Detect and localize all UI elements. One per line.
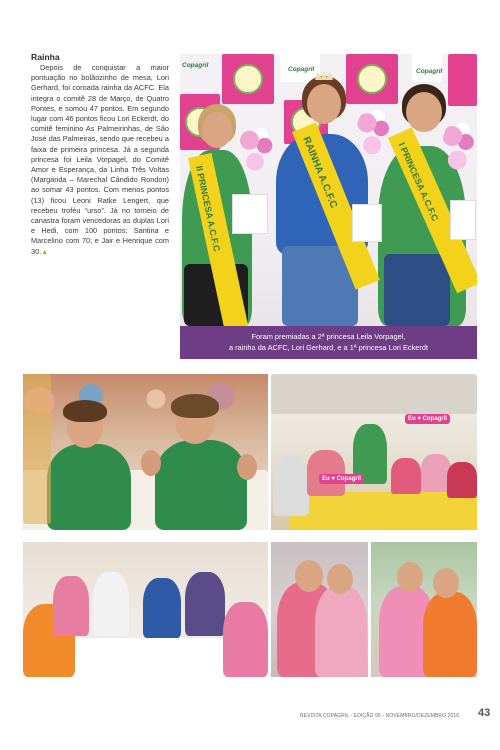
woman-blue <box>143 578 181 638</box>
backdrop-banner <box>448 54 477 106</box>
banner-brand-text: Copagril <box>288 66 315 73</box>
woman-hair <box>171 394 219 418</box>
gift-bag <box>352 204 382 242</box>
woman-face <box>295 560 323 592</box>
sash-center-text: RAINHA A.C.F.C <box>300 135 340 210</box>
photo-hug <box>271 542 368 677</box>
article-heading: Rainha <box>31 52 60 62</box>
woman-pink <box>53 576 89 636</box>
woman-thumbs-up-right <box>155 440 247 530</box>
woman-face <box>327 564 353 594</box>
caption-line-2: a rainha da ACFC, Lori Gerhard, e a 1ª princesa Lori Eckerdt <box>228 342 429 352</box>
person-red <box>447 462 477 498</box>
photo-caption <box>180 326 477 359</box>
woman-face <box>397 562 423 592</box>
photo-cheering-women <box>23 374 268 530</box>
thumb-icon <box>237 454 257 480</box>
orchid-bouquet <box>356 106 392 162</box>
woman-purple <box>185 572 225 636</box>
person-pink <box>307 450 345 496</box>
princess-left-face <box>202 112 232 148</box>
woman-pink <box>223 602 268 677</box>
photo-seated-group <box>23 542 268 677</box>
person-pink <box>391 458 421 494</box>
end-mark-icon: ▲ <box>41 248 49 256</box>
article-paragraph <box>31 63 169 258</box>
queen-face <box>307 84 341 124</box>
orchid-bouquet <box>442 118 476 178</box>
yellow-chair <box>23 374 51 524</box>
person-striped <box>273 456 309 516</box>
woman-hair <box>63 400 107 422</box>
sash-left-text: II PRINCESA A.C.F.C <box>193 164 222 253</box>
backdrop-banner <box>222 54 274 104</box>
white-table <box>73 638 223 677</box>
caption-line-1: Foram premiadas a 2ª princesa Leila Vorpagel, <box>251 332 406 341</box>
gift-bag <box>450 200 476 240</box>
photo-table-gathering <box>271 374 477 530</box>
woman-white <box>93 572 129 636</box>
sash-right-text: I PRINCESA A.C.F.C <box>396 141 441 223</box>
photo-queen-and-princesses <box>180 54 477 326</box>
banner-brand-text: Copagril <box>182 62 209 69</box>
orchid-bouquet <box>238 124 276 178</box>
background-crowd <box>23 374 268 426</box>
article-text: Depois de conquistar a maior pontuação no bolãozinho de mesa, Lori Gerhard, foi coroada rainha da ACFC. Ela integra o comitê 28 de Março, de Quatro Pontes, e somou 47 pontos. Em segundo lugar com 46 pontos ficou Lori Eckerdt, do comitê feminino As Palmeirinhas, de São José das Palmeiras, sendo que recebeu a faixa de primeira princesa. Já a segunda princesa foi Leila Vorpagel, do Comitê Amor e Esperança, da Linha Três Voltas (Margarida – Marechal Cândido Rondon) ao somar 43 pontos. Com menos pontos (13) ficou Leoni Ratke Lengert, que recebeu troféu “urso”. Já no torneio de canastra foram vencedoras as duplas Lori e Hedi, com 100 pontos; Santina e Marcelino com 70; e Jair e Henrique com 30. <box>31 63 169 256</box>
woman-face <box>433 568 459 598</box>
photo-hug-outdoor <box>371 542 477 677</box>
backdrop-banner <box>346 54 398 104</box>
woman-hugging <box>423 592 477 677</box>
princess-right-jeans <box>384 254 450 326</box>
crown-icon <box>315 72 333 80</box>
room-windows <box>271 374 477 414</box>
article-column <box>31 52 169 258</box>
gift-bag <box>232 194 268 234</box>
banner-brand-text: Copagril <box>416 68 443 75</box>
thumb-icon <box>141 450 161 476</box>
publication-footer: REVISTA COPAGRIL - EDIÇÃO 95 - NOVEMBRO/DEZEMBRO 2016 <box>300 713 460 719</box>
woman-hugging <box>315 586 367 677</box>
page-number: 43 <box>478 707 491 719</box>
eu-amo-copagril-sign: Eu ♥ Copagril <box>319 474 364 484</box>
princess-right-face <box>406 92 442 132</box>
woman-thumbs-up-left <box>47 444 131 530</box>
eu-amo-copagril-sign: Eu ♥ Copagril <box>405 414 450 424</box>
